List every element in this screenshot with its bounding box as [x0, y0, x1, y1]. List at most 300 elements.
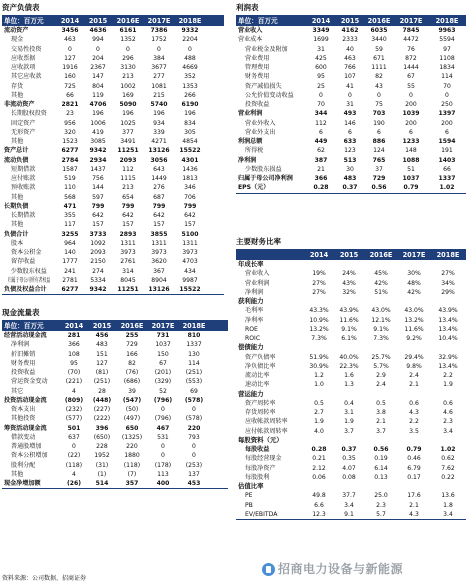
cell-value: 3620: [151, 258, 167, 266]
cell-value: 196: [122, 110, 134, 118]
cell-value: 320: [64, 128, 76, 136]
cell-value: 11.6%: [404, 325, 424, 333]
row-label: 营业税金及附加: [245, 45, 288, 53]
cell-value: 3085: [90, 138, 106, 145]
cell-value: 43.0%: [371, 307, 391, 315]
table-row: [2, 183, 224, 192]
cell-value: 0: [161, 406, 165, 413]
row-label: 应收帐款周转率: [245, 418, 288, 426]
cell-value: (118): [65, 461, 83, 469]
cell-value: (553): [185, 378, 203, 386]
row-label: 营业利润: [238, 110, 263, 118]
table-row: [2, 193, 224, 202]
cell-value: 4.3: [409, 510, 419, 518]
cell-value: 1037: [155, 341, 171, 349]
cell-value: 4636: [89, 27, 107, 34]
cell-value: 1311: [151, 239, 167, 247]
table-row: [2, 63, 224, 72]
table-row: [236, 174, 466, 183]
table-row: [2, 387, 228, 396]
row-label: 应收票据: [11, 54, 36, 62]
cell-value: 13.2%: [404, 316, 424, 324]
table-row: [236, 417, 466, 426]
cell-value: 3.5: [409, 427, 419, 435]
row-label: 筹资活动现金流: [4, 424, 47, 432]
cell-value: 3.7: [344, 427, 354, 435]
cell-value: 42%: [407, 288, 421, 296]
cell-value: 10.9%: [309, 316, 329, 324]
cell-value: 4854: [182, 138, 198, 145]
cell-value: 9.2%: [406, 335, 422, 342]
row-label: 营业利润: [245, 279, 270, 287]
cell-value: 0.56: [371, 184, 387, 192]
row-label: 应收款项: [11, 64, 36, 71]
cell-value: (329): [154, 378, 172, 386]
cell-value: 642: [92, 212, 104, 219]
cell-value: 6.1%: [341, 335, 357, 342]
row-label: 归属于母公司净利润: [238, 175, 293, 182]
cell-value: 23: [66, 110, 74, 118]
row-label: 毛利率: [245, 307, 264, 315]
cell-value: [334, 297, 364, 306]
row-label: 存货: [11, 82, 24, 90]
cell-value: 30: [346, 165, 354, 173]
cell-value: 3.4: [443, 427, 453, 435]
table-row: [236, 510, 466, 519]
cell-value: 793: [188, 433, 200, 441]
cell-value: 0: [126, 45, 130, 53]
cell-value: 3056: [150, 156, 168, 164]
cell-value: 97: [443, 45, 451, 53]
cell-value: 39: [128, 387, 136, 395]
cell-value: 0.4: [344, 399, 354, 407]
row-label: 少数股东权益: [10, 267, 47, 275]
cell-value: 108: [68, 350, 80, 358]
row-label: PE: [245, 492, 253, 500]
table-row: [2, 461, 228, 470]
cell-value: (227): [93, 406, 111, 413]
cell-value: 2367: [90, 64, 106, 71]
cell-value: 1916: [62, 64, 78, 71]
cell-value: 1777: [62, 258, 78, 266]
cell-value: 2761: [120, 258, 136, 266]
cell-value: 1037: [402, 175, 420, 182]
cell-value: 8904: [151, 276, 167, 284]
cell-value: [364, 343, 398, 352]
cell-value: 600: [315, 64, 327, 71]
table-row: [2, 433, 228, 442]
cell-value: 3973: [182, 249, 198, 256]
row-label: 归属于母公司所有者权益: [7, 276, 51, 284]
cell-value: 3255: [61, 230, 79, 238]
cell-value: 765: [372, 156, 386, 164]
cell-value: 0: [157, 45, 161, 53]
row-label: 留存收益: [11, 258, 36, 266]
cell-value: 5100: [181, 230, 199, 238]
cell-value: [398, 260, 430, 269]
cell-value: 488: [184, 54, 196, 62]
row-label: 短期借款: [11, 165, 36, 173]
cell-value: 7.62: [441, 464, 455, 472]
cell-value: 0.6: [443, 399, 453, 407]
cell-value: 6277: [61, 147, 79, 155]
cell-value: 725: [64, 82, 76, 90]
cell-value: 13.2%: [309, 325, 329, 333]
header-year: 2017E: [151, 322, 175, 330]
row-label: 投资收益: [11, 369, 36, 376]
cell-value: 419: [92, 128, 104, 136]
cell-value: 703: [372, 110, 386, 118]
cell-value: 31: [346, 101, 354, 108]
cell-value: 151: [96, 350, 108, 358]
cell-value: [364, 260, 398, 269]
cell-value: [364, 297, 398, 306]
row-label: 少数股东损益: [245, 165, 282, 173]
cell-value: 0.13: [374, 473, 388, 481]
cell-value: 471: [63, 202, 77, 210]
table-row: [236, 35, 466, 44]
cell-value: 67: [407, 73, 415, 81]
cell-value: (686): [123, 378, 141, 386]
cell-value: 160: [64, 73, 76, 81]
cell-value: 4706: [89, 101, 107, 108]
header-year: 2016E: [369, 251, 393, 259]
cell-value: 40.0%: [339, 353, 359, 361]
cell-value: 483: [96, 341, 108, 349]
cell-value: (22): [67, 452, 81, 460]
cell-value: 687: [153, 193, 165, 201]
table-row: [2, 405, 228, 414]
cell-value: 1523: [62, 138, 78, 145]
table-row: [236, 54, 466, 63]
cell-value: 501: [67, 424, 81, 432]
cell-value: 9332: [181, 27, 199, 34]
cell-value: 4162: [341, 27, 359, 34]
cell-value: 17.6: [407, 492, 421, 500]
cell-value: 514: [95, 480, 109, 487]
cell-value: 19%: [312, 270, 326, 278]
cell-value: [304, 482, 334, 491]
cell-value: 9342: [89, 147, 107, 155]
cell-value: 834: [184, 119, 196, 127]
row-label: 固定资产: [11, 119, 36, 127]
row-label: 营运资金变动: [11, 378, 48, 386]
cell-value: 1108: [439, 54, 455, 62]
table-row: [236, 297, 466, 306]
cell-value: 51: [407, 165, 415, 173]
cell-value: 0: [68, 45, 72, 53]
header-year: 2017E: [399, 17, 423, 25]
row-label: 长期借款: [11, 212, 36, 219]
cell-value: 633: [343, 138, 357, 145]
cell-value: 0: [192, 406, 196, 413]
cell-value: 3.4: [344, 501, 354, 509]
table-row: [236, 362, 466, 371]
row-label: 净利润: [245, 288, 264, 296]
cell-value: 67: [159, 359, 167, 367]
cell-value: 0.22: [441, 473, 455, 481]
row-label: 公允价值变动收益: [245, 91, 294, 99]
cell-value: 150: [157, 350, 169, 358]
cell-value: 642: [122, 212, 134, 219]
cell-value: 82: [375, 73, 383, 81]
header-year: 2016E: [116, 17, 140, 25]
cell-value: 6.79: [407, 464, 421, 472]
table-row: [236, 343, 466, 352]
cell-value: 157: [92, 221, 104, 229]
table-row: [2, 211, 224, 220]
cell-value: 13126: [148, 286, 170, 293]
cell-value: 434: [184, 267, 196, 275]
table-row: [236, 146, 466, 155]
table-row: [236, 408, 466, 417]
cell-value: 6: [445, 128, 449, 136]
table-row: [2, 479, 228, 488]
cell-value: 31: [317, 45, 325, 53]
cell-value: 147: [92, 73, 104, 81]
cell-value: (232): [65, 406, 83, 413]
cell-value: 1025: [120, 119, 136, 127]
table-row: [236, 380, 466, 389]
cell-value: 0.79: [403, 184, 419, 192]
cell-value: 3349: [312, 27, 330, 34]
cell-value: 76: [407, 45, 415, 53]
cell-value: (70): [67, 369, 81, 376]
table-row: [2, 414, 228, 423]
row-label: 交易性投资: [11, 45, 42, 53]
cell-value: 296: [122, 54, 134, 62]
row-label: EPS（元）: [238, 184, 270, 192]
cell-value: 0.56: [373, 446, 389, 453]
cell-value: 0.19: [374, 455, 388, 463]
cell-value: 0.79: [406, 446, 422, 453]
table-row: [2, 82, 224, 91]
cell-value: 756: [92, 175, 104, 182]
cell-value: 220: [187, 424, 201, 432]
cell-value: (796): [154, 415, 172, 423]
cell-value: 1006: [90, 119, 106, 127]
cell-value: 215: [153, 91, 165, 99]
row-label: 其它应收款: [11, 73, 42, 81]
row-label: 长期股权投资: [10, 110, 47, 118]
cell-value: 2.4: [409, 372, 419, 379]
cell-value: 0: [192, 452, 196, 460]
cell-value: [430, 260, 466, 269]
cell-value: 4: [72, 387, 76, 395]
table-row: [2, 54, 224, 63]
cell-value: 1.02: [440, 446, 456, 453]
cell-value: 0: [409, 91, 413, 99]
table-row: [236, 325, 466, 334]
row-label: 利润总额: [238, 138, 263, 145]
cell-value: 137: [188, 470, 200, 478]
table-row: [236, 260, 466, 269]
cell-value: 1111: [371, 64, 387, 71]
cell-value: (31): [95, 461, 109, 469]
cell-value: 9963: [438, 27, 456, 34]
cell-value: 40: [346, 45, 354, 53]
table-row: [2, 230, 224, 239]
cell-value: 810: [187, 332, 201, 339]
row-label: 负债及权益合计: [4, 286, 47, 293]
cell-value: 1594: [438, 138, 456, 145]
cell-value: 11251: [117, 286, 139, 293]
cell-value: 886: [372, 138, 386, 145]
cell-value: (222): [93, 415, 111, 423]
cell-value: 483: [343, 175, 357, 182]
cell-value: 51.9%: [309, 353, 329, 361]
cell-value: 24%: [342, 270, 356, 278]
cell-value: 568: [64, 193, 76, 201]
cell-value: 729: [126, 341, 138, 349]
header-year: 2014: [64, 322, 84, 330]
table-row: [2, 470, 228, 479]
cell-value: 0: [161, 452, 165, 460]
cell-value: 6: [409, 128, 413, 136]
cell-value: 2.1: [409, 501, 419, 509]
cell-value: 1081: [151, 82, 167, 90]
cell-value: 4.07: [342, 464, 356, 472]
cell-value: 314: [122, 267, 134, 275]
header-year: 2014: [311, 17, 331, 25]
cell-value: (76): [125, 369, 139, 376]
cell-value: 241: [64, 267, 76, 275]
table-row: [2, 137, 224, 146]
cell-value: 2781: [62, 276, 78, 284]
cell-value: 4.3: [409, 409, 419, 416]
cell-value: 140: [64, 249, 76, 256]
cell-value: (50): [125, 406, 139, 413]
cell-value: 95: [70, 359, 78, 367]
row-label: 现金: [11, 36, 24, 44]
row-label: 净利润: [238, 156, 257, 164]
cell-value: 123: [344, 147, 356, 155]
header-year: 2014: [309, 251, 329, 259]
cell-value: 34%: [441, 279, 455, 287]
cell-value: 110: [64, 184, 76, 192]
cell-value: 729: [372, 175, 386, 182]
cell-value: 3973: [151, 249, 167, 256]
cell-value: 1436: [182, 165, 198, 173]
cell-value: 0.5: [314, 399, 324, 407]
cell-value: 642: [184, 212, 196, 219]
cell-value: 3.1: [344, 409, 354, 416]
cell-value: 5.7: [376, 510, 386, 518]
cell-value: 274: [92, 267, 104, 275]
table-header: [236, 16, 466, 26]
table-row: [2, 340, 228, 349]
table-row: [236, 501, 466, 510]
cell-value: 3456: [61, 27, 79, 34]
cell-value: 157: [184, 221, 196, 229]
cell-value: 82: [128, 359, 136, 367]
header-unit: [236, 250, 304, 260]
table-row: [236, 306, 466, 315]
table-row: [236, 473, 466, 482]
cell-value: 277: [153, 73, 165, 81]
row-label: 营业收入: [245, 270, 270, 278]
cell-value: 671: [373, 54, 385, 62]
row-label: 偿债能力: [238, 343, 264, 352]
row-label: EV/EBITDA: [245, 510, 278, 518]
cell-value: 1444: [403, 64, 419, 71]
row-label: 净负债比率: [245, 362, 276, 370]
cell-value: 3.4: [443, 510, 453, 518]
cell-value: 22.3%: [339, 362, 359, 370]
cell-value: 2333: [342, 36, 358, 44]
table-row: [236, 464, 466, 473]
cell-value: 5740: [150, 101, 168, 108]
cell-value: 1834: [439, 64, 455, 71]
cell-value: 37: [375, 165, 383, 173]
row-label: 资产总计: [4, 147, 29, 155]
cell-value: [334, 260, 364, 269]
balance-sheet-title: 资产负债表: [2, 3, 40, 12]
cell-value: 112: [122, 165, 134, 173]
cell-value: 0: [188, 45, 192, 53]
cell-value: 366: [314, 175, 328, 182]
cell-value: 196: [92, 110, 104, 118]
cell-value: 964: [64, 239, 76, 247]
row-label: 年成长率: [238, 260, 264, 268]
row-label: 无形资产: [11, 128, 36, 136]
cell-value: (809): [64, 396, 84, 404]
cell-value: [398, 297, 430, 306]
cell-value: 148: [405, 147, 417, 155]
cell-value: 2.1: [409, 381, 419, 389]
row-label: 流动资产: [4, 27, 29, 34]
cell-value: 0: [445, 91, 449, 99]
cell-value: 731: [156, 332, 170, 339]
cell-value: 220: [126, 443, 138, 450]
cell-value: (1): [97, 470, 107, 478]
cell-value: 400: [156, 480, 170, 487]
cell-value: [304, 297, 334, 306]
source-note: 资料来源：公司数据、招商证券: [2, 575, 87, 582]
table-row: [236, 454, 466, 463]
cell-value: 2204: [182, 36, 198, 44]
row-label: 每股净资产: [245, 464, 276, 472]
cell-value: 453: [187, 480, 201, 487]
row-label: 长期负债: [4, 202, 29, 210]
cell-value: (178): [154, 461, 172, 469]
cell-value: 6.14: [374, 464, 388, 472]
row-label: 其他: [11, 91, 24, 99]
cell-value: [364, 436, 398, 445]
cell-value: (201): [154, 369, 172, 376]
cell-value: 643: [153, 165, 165, 173]
cell-value: 2.2: [443, 372, 453, 379]
cash-flow-table: [2, 320, 228, 489]
cell-value: 113: [157, 470, 169, 478]
cell-value: 0.08: [342, 473, 356, 481]
cell-value: 519: [64, 175, 76, 182]
cell-value: (253): [185, 461, 203, 469]
cell-value: 5594: [439, 36, 455, 44]
cell-value: 114: [188, 359, 200, 367]
cell-value: 25: [317, 82, 325, 90]
cell-value: (118): [123, 461, 141, 469]
cell-value: 112: [315, 119, 327, 127]
table-row: [2, 331, 228, 340]
table-row: [2, 276, 224, 285]
cell-value: 7386: [150, 27, 168, 34]
table-row: [236, 269, 466, 278]
table-row: [236, 26, 466, 35]
cell-value: [334, 436, 364, 445]
header-unit: 单位：百万元: [4, 17, 44, 25]
cell-value: 6190: [181, 101, 199, 108]
